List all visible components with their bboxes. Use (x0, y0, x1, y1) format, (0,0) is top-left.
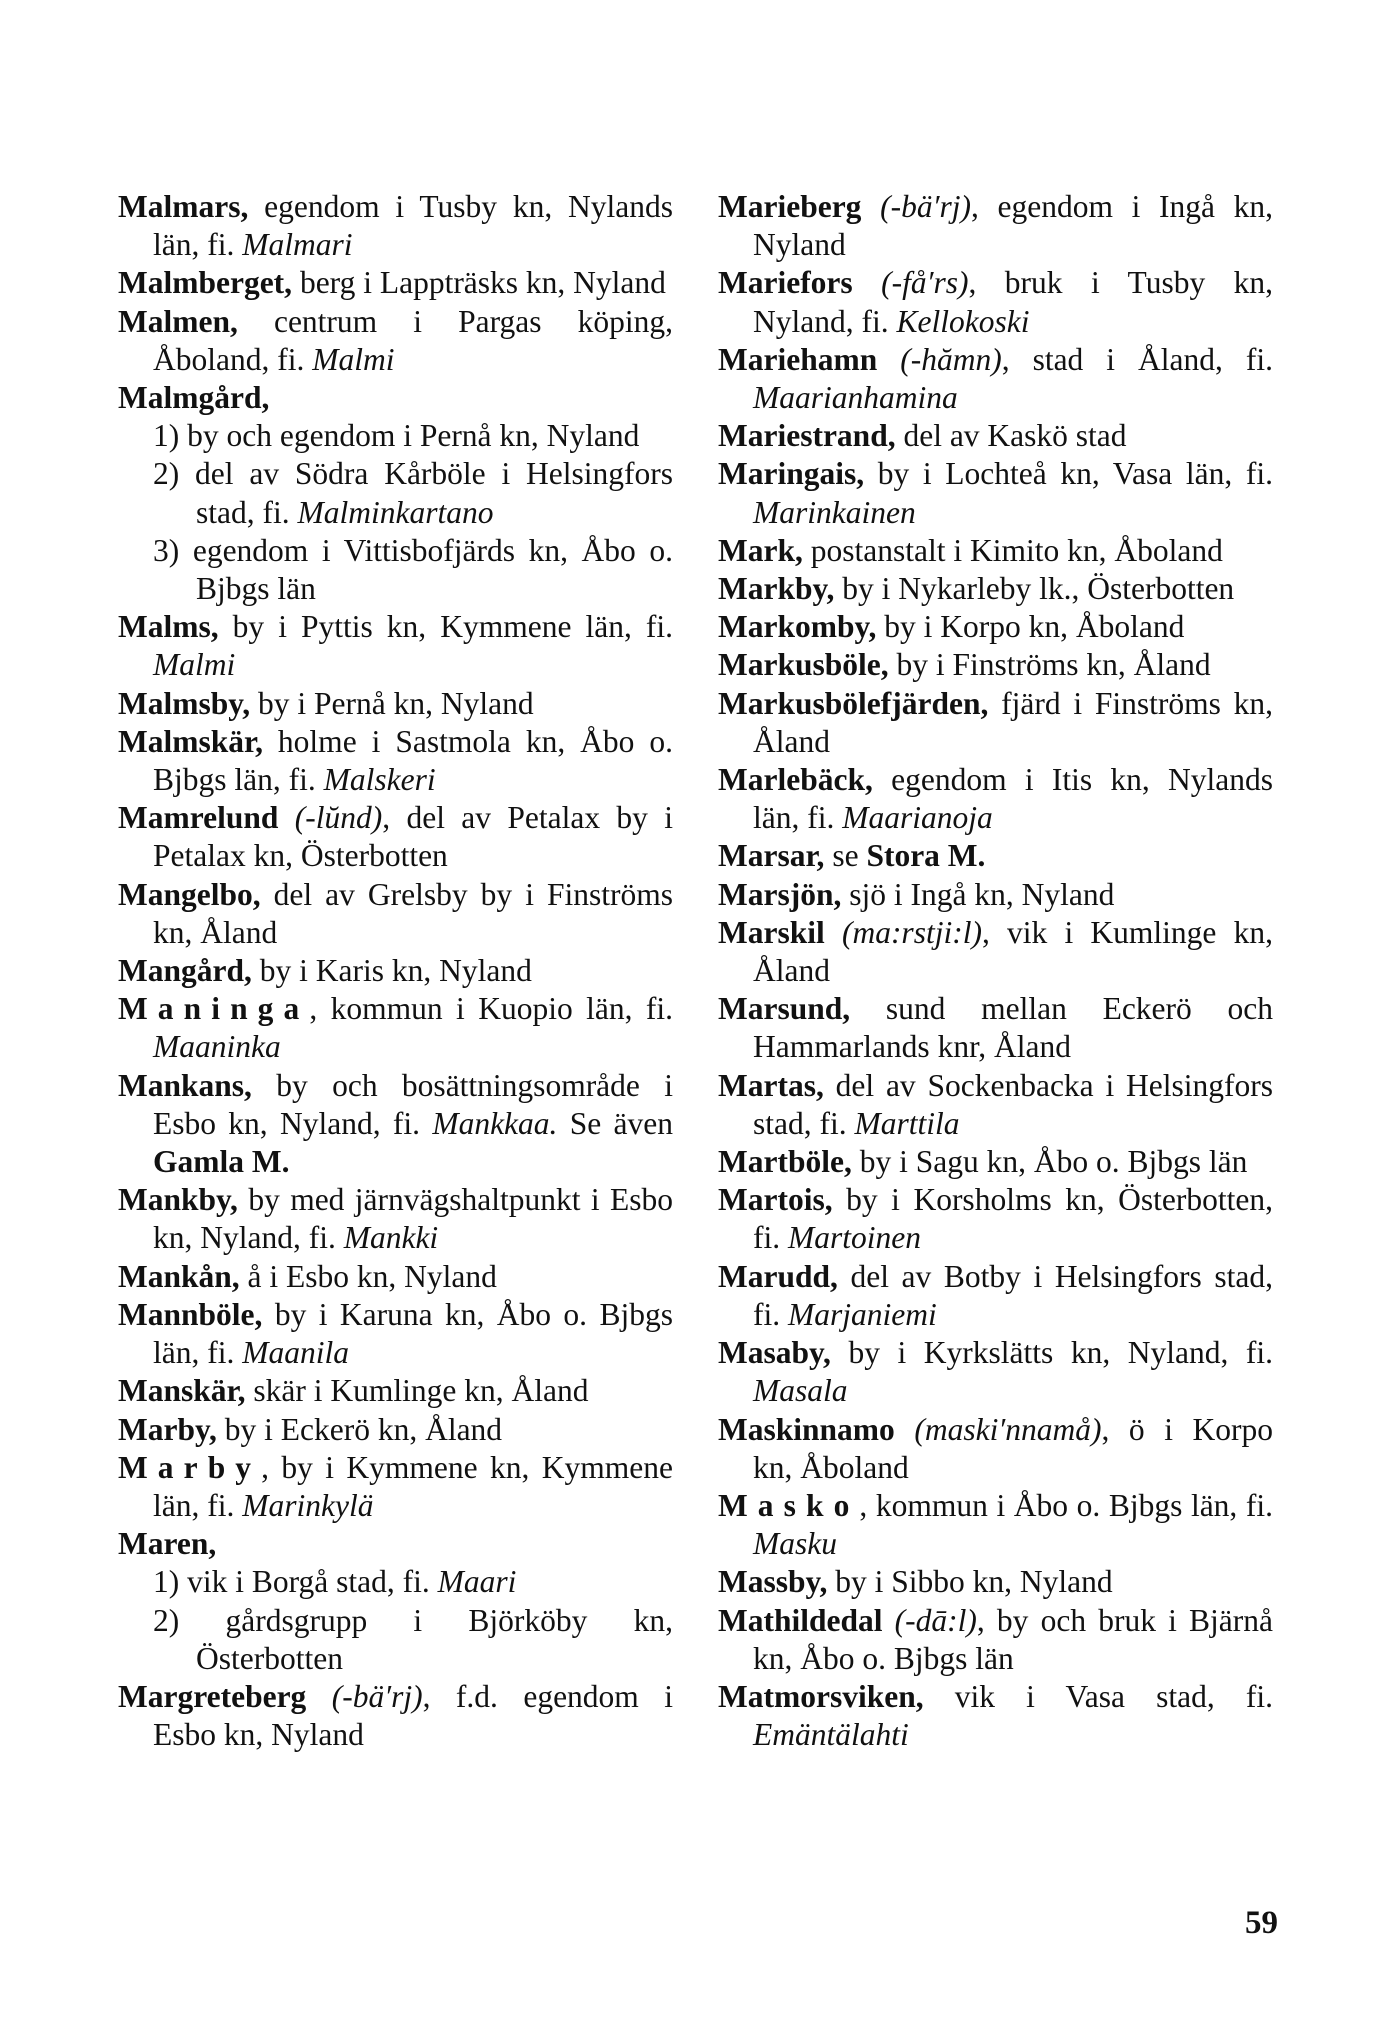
entry-text: by i Korpo kn, Åboland (876, 609, 1185, 645)
dictionary-entry (718, 914, 1273, 990)
entry-finnish-name: Marttila (854, 1105, 960, 1141)
entry-finnish-name: Martoinen (788, 1220, 921, 1256)
entry-text: by i Nykarleby lk., Österbotten (834, 571, 1235, 607)
entry-text: holme i Sastmola kn, Åbo o. Bjbgs län, fi. (153, 723, 673, 798)
entry-finnish-name: Marjaniemi (788, 1296, 937, 1332)
dictionary-entry (118, 723, 673, 799)
entry-headword: Malmsby, (118, 685, 251, 721)
entry-text: del av Grelsby by i Finströms kn, Åland (153, 876, 673, 950)
entry-headword: Mangelbo, (118, 876, 261, 912)
entry-finnish-name: Maaninka (153, 1029, 281, 1065)
entry-text: postanstalt i Kimito kn, Åboland (802, 532, 1223, 568)
entry-headword-spaced: Maninga (118, 991, 310, 1027)
sub-number: 1) (153, 418, 180, 454)
entry-text: by i Lochteå kn, Vasa län, fi. (864, 456, 1273, 492)
entry-text: egendom i Itis kn, Nylands län, fi. (753, 762, 1273, 836)
entry-headword: Martois, (718, 1182, 833, 1218)
entry-headword: Marsar, (718, 838, 825, 874)
entry-headword: Marudd, (718, 1258, 838, 1294)
entry-text: Se även (557, 1105, 673, 1141)
entry-pronunciation: (ma:rstji:l) (824, 914, 982, 950)
entry-text: by i Karuna kn, Åbo o. Bjbgs län, fi. (153, 1296, 673, 1371)
sub-number: 3) (153, 532, 180, 568)
entry-finnish-name: Maarianhamina (753, 380, 958, 416)
entry-headword: Malmars, (118, 189, 249, 224)
entry-text: , ö i Korpo kn, Åboland (753, 1411, 1273, 1485)
dictionary-entry (718, 1563, 1273, 1601)
entry-finnish-name: Mankkaa. (432, 1105, 558, 1141)
entry-text: by i Pyttis kn, Kymmene län, fi. (218, 609, 673, 645)
entry-pronunciation: (-bä′rj) (861, 189, 971, 224)
dictionary-entry (718, 1334, 1273, 1410)
dictionary-subentry (153, 455, 673, 531)
dictionary-entry (118, 1258, 673, 1296)
entry-headword: Malmgård, (118, 380, 270, 416)
dictionary-entry (718, 608, 1273, 646)
dictionary-entry (718, 1067, 1273, 1143)
entry-headword: Margreteberg (118, 1678, 307, 1714)
entry-text: gårdsgrupp i Björköby kn, Österbotten (179, 1602, 673, 1676)
entry-text: vik i Borgå stad, fi. (179, 1564, 438, 1600)
entry-headword: Mangård, (118, 953, 252, 989)
page-number: 59 (1245, 1905, 1278, 1941)
dictionary-entry (118, 608, 673, 684)
entry-finnish-name: Malmi (153, 647, 236, 683)
left-column (118, 188, 673, 1754)
entry-headword: Malmen, (118, 303, 238, 339)
dictionary-entry (118, 1372, 673, 1410)
entry-finnish-name: Masku (753, 1526, 837, 1562)
entry-headword: Marlebäck, (718, 762, 873, 798)
entry-text: by med järnvägshaltpunkt i Esbo kn, Nyland, fi. (153, 1182, 673, 1256)
entry-headword: Mankby, (118, 1182, 238, 1218)
entry-text: del av Sockenbacka i Helsingfors stad, fi. (753, 1067, 1273, 1141)
dictionary-entry (718, 455, 1273, 531)
entry-text: berg i Lappträsks kn, Nyland (292, 265, 666, 301)
dictionary-entry (718, 1143, 1273, 1181)
entry-headword: Martböle, (718, 1144, 852, 1180)
entry-headword-spaced: Marby (118, 1449, 262, 1485)
entry-headword: Markby, (718, 571, 835, 607)
entry-text: , f.d. egendom i Esbo kn, Nyland (153, 1678, 673, 1753)
dictionary-entry (118, 303, 673, 379)
entry-text: centrum i Pargas köping, Åboland, fi. (153, 303, 673, 377)
dictionary-entry (718, 188, 1273, 264)
entry-headword: Mark, (718, 532, 803, 568)
entry-finnish-name: Maarianoja (842, 800, 993, 836)
entry-headword: Malms, (118, 609, 219, 645)
dictionary-entry (718, 876, 1273, 914)
entry-text: skär i Kumlinge kn, Åland (245, 1373, 589, 1409)
entry-headword: Marskil (718, 914, 825, 950)
entry-text: , egendom i Ingå kn, Nyland (753, 189, 1274, 263)
entry-pronunciation: (-få′rs) (852, 265, 969, 301)
entry-text: by och bosättningsområde i Esbo kn, Nyland, fi. (153, 1067, 673, 1141)
dictionary-entry (718, 532, 1273, 570)
entry-text: by i Sibbo kn, Nyland (827, 1564, 1113, 1600)
entry-text: , vik i Kumlinge kn, Åland (753, 914, 1273, 989)
entry-finnish-name: Mankki (343, 1220, 439, 1256)
entry-headword: Manskär, (118, 1373, 246, 1409)
entry-pronunciation: (-lŭnd) (278, 800, 383, 836)
entry-headword: Mankans, (118, 1067, 252, 1103)
entry-headword: Mankån, (118, 1258, 240, 1294)
dictionary-entry (718, 264, 1273, 340)
entry-finnish-name: Malmi (312, 341, 395, 377)
entry-headword: Markusbölefjärden, (718, 685, 989, 721)
entry-pronunciation: (-dā:l) (882, 1602, 977, 1638)
entry-finnish-name: Maanila (242, 1335, 349, 1371)
dictionary-entry (718, 1181, 1273, 1257)
dictionary-subentry (153, 1563, 673, 1601)
entry-text: , kommun i Åbo o. Bjbgs län, fi. (859, 1487, 1273, 1523)
entry-text: vik i Vasa stad, fi. (923, 1678, 1273, 1714)
entry-headword: Mamrelund (118, 800, 279, 836)
dictionary-entry (118, 876, 673, 952)
entry-text: egendom i Tusby kn, Nylands län, fi. (153, 189, 673, 263)
dictionary-entry (118, 799, 673, 875)
entry-headword: Mariefors (718, 265, 853, 301)
entry-headword-spaced: Masko (718, 1487, 860, 1523)
entry-headword: Maskinnamo (718, 1411, 895, 1447)
dictionary-entry (718, 417, 1273, 455)
dictionary-entry (118, 685, 673, 723)
entry-headword: Masaby, (718, 1335, 831, 1371)
dictionary-entry (118, 1525, 673, 1563)
entry-text: , bruk i Tusby kn, Nyland, fi. (753, 265, 1273, 339)
entry-text: by och egendom i Pernå kn, Nyland (179, 418, 640, 454)
entry-text: sjö i Ingå kn, Nyland (841, 876, 1115, 912)
entry-finnish-name: Malskeri (323, 762, 436, 798)
dictionary-entry (118, 188, 673, 264)
entry-headword: Massby, (718, 1564, 828, 1600)
dictionary-subentry (153, 532, 673, 608)
entry-headword: Mariehamn (718, 341, 878, 377)
dictionary-entry (718, 1487, 1273, 1563)
entry-headword: Marby, (118, 1411, 217, 1447)
right-column (718, 188, 1273, 1754)
dictionary-entry (718, 570, 1273, 608)
dictionary-entry (718, 990, 1273, 1066)
dictionary-entry (118, 990, 673, 1066)
dictionary-entry (718, 685, 1273, 761)
entry-text: , del av Petalax by i Petalax kn, Österbotten (153, 800, 673, 874)
entry-text: , by och bruk i Bjärnå kn, Åbo o. Bjbgs län (753, 1602, 1273, 1676)
dictionary-entry (118, 1181, 673, 1257)
dictionary-entry (118, 264, 673, 302)
dictionary-entry (118, 1411, 673, 1449)
dictionary-entry (718, 761, 1273, 837)
dictionary-entry (118, 379, 673, 417)
dictionary-entry (718, 646, 1273, 684)
entry-text: del av Kaskö stad (895, 418, 1127, 454)
entry-text: sund mellan Eckerö och Hammarlands knr, Åland (753, 991, 1273, 1065)
dictionary-entry (118, 1678, 673, 1754)
dictionary-entry (118, 1067, 673, 1182)
entry-finnish-name: Emäntälahti (753, 1717, 909, 1753)
entry-text: egendom i Vittisbofjärds kn, Åbo o. Bjbgs län (179, 532, 673, 607)
entry-finnish-name: Masala (753, 1373, 848, 1409)
entry-headword: Mannböle, (118, 1296, 263, 1332)
entry-headword: Maringais, (718, 456, 865, 492)
entry-text: del av Botby i Helsingfors stad, fi. (753, 1258, 1273, 1332)
entry-finnish-name: Malmari (242, 227, 353, 263)
entry-finnish-name: Marinkainen (753, 494, 916, 530)
entry-reference: Gamla M. (153, 1144, 290, 1180)
entry-text: se (824, 838, 867, 874)
entry-text: , by i Kymmene kn, Kymmene län, fi. (153, 1449, 673, 1523)
entry-headword: Malmberget, (118, 265, 293, 301)
entry-reference: Stora M. (866, 838, 986, 874)
entry-text: , stad i Åland, fi. (1001, 341, 1274, 377)
sub-number: 2) (153, 456, 180, 492)
entry-pronunciation: (-hămn) (877, 341, 1002, 377)
entry-text: by i Sagu kn, Åbo o. Bjbgs län (851, 1144, 1248, 1180)
entry-pronunciation: (maski′nnamå) (894, 1411, 1102, 1447)
entry-text: fjärd i Finströms kn, Åland (753, 685, 1273, 759)
entry-headword: Marsjön, (718, 876, 842, 912)
entry-finnish-name: Maari (437, 1564, 517, 1600)
entry-headword: Martas, (718, 1067, 824, 1103)
entry-text: by i Karis kn, Nyland (251, 953, 532, 989)
dictionary-entry (718, 1602, 1273, 1678)
sub-number: 1) (153, 1564, 180, 1600)
entry-headword: Maren, (118, 1526, 217, 1562)
entry-text: , kommun i Kuopio län, fi. (309, 991, 673, 1027)
entry-text: by i Pernå kn, Nyland (250, 685, 534, 721)
dictionary-entry (118, 1296, 673, 1372)
dictionary-subentry (153, 417, 673, 455)
entry-headword: Mathildedal (718, 1602, 883, 1638)
entry-finnish-name: Kellokoski (896, 303, 1030, 339)
dictionary-entry (718, 341, 1273, 417)
dictionary-entry (718, 837, 1273, 875)
entry-headword: Marsund, (718, 991, 851, 1027)
entry-text: by i Kyrkslätts kn, Nyland, fi. (830, 1335, 1273, 1371)
sub-number: 2) (153, 1602, 180, 1638)
entry-headword: Markusböle, (718, 647, 889, 683)
dictionary-entry (718, 1411, 1273, 1487)
entry-pronunciation: (-bä′rj) (306, 1678, 423, 1714)
entry-headword: Markomby, (718, 609, 877, 645)
entry-headword: Mariestrand, (718, 418, 896, 454)
entry-headword: Marieberg (718, 189, 862, 224)
entry-text: by i Eckerö kn, Åland (216, 1411, 503, 1447)
entry-text: by i Finströms kn, Åland (888, 647, 1211, 683)
dictionary-subentry (153, 1602, 673, 1678)
dictionary-entry (118, 952, 673, 990)
entry-finnish-name: Malminkartano (297, 494, 494, 530)
entry-text: by i Korsholms kn, Österbotten, fi. (753, 1182, 1273, 1256)
entry-text: del av Södra Kårböle i Helsingfors stad, fi. (179, 456, 673, 530)
entry-text: å i Esbo kn, Nyland (239, 1258, 497, 1294)
dictionary-entry (718, 1258, 1273, 1334)
entry-headword: Matmorsviken, (718, 1678, 924, 1714)
dictionary-entry (718, 1678, 1273, 1754)
entry-headword: Malmskär, (118, 723, 263, 759)
dictionary-entry (118, 1449, 673, 1525)
entry-finnish-name: Marinkylä (242, 1487, 374, 1523)
